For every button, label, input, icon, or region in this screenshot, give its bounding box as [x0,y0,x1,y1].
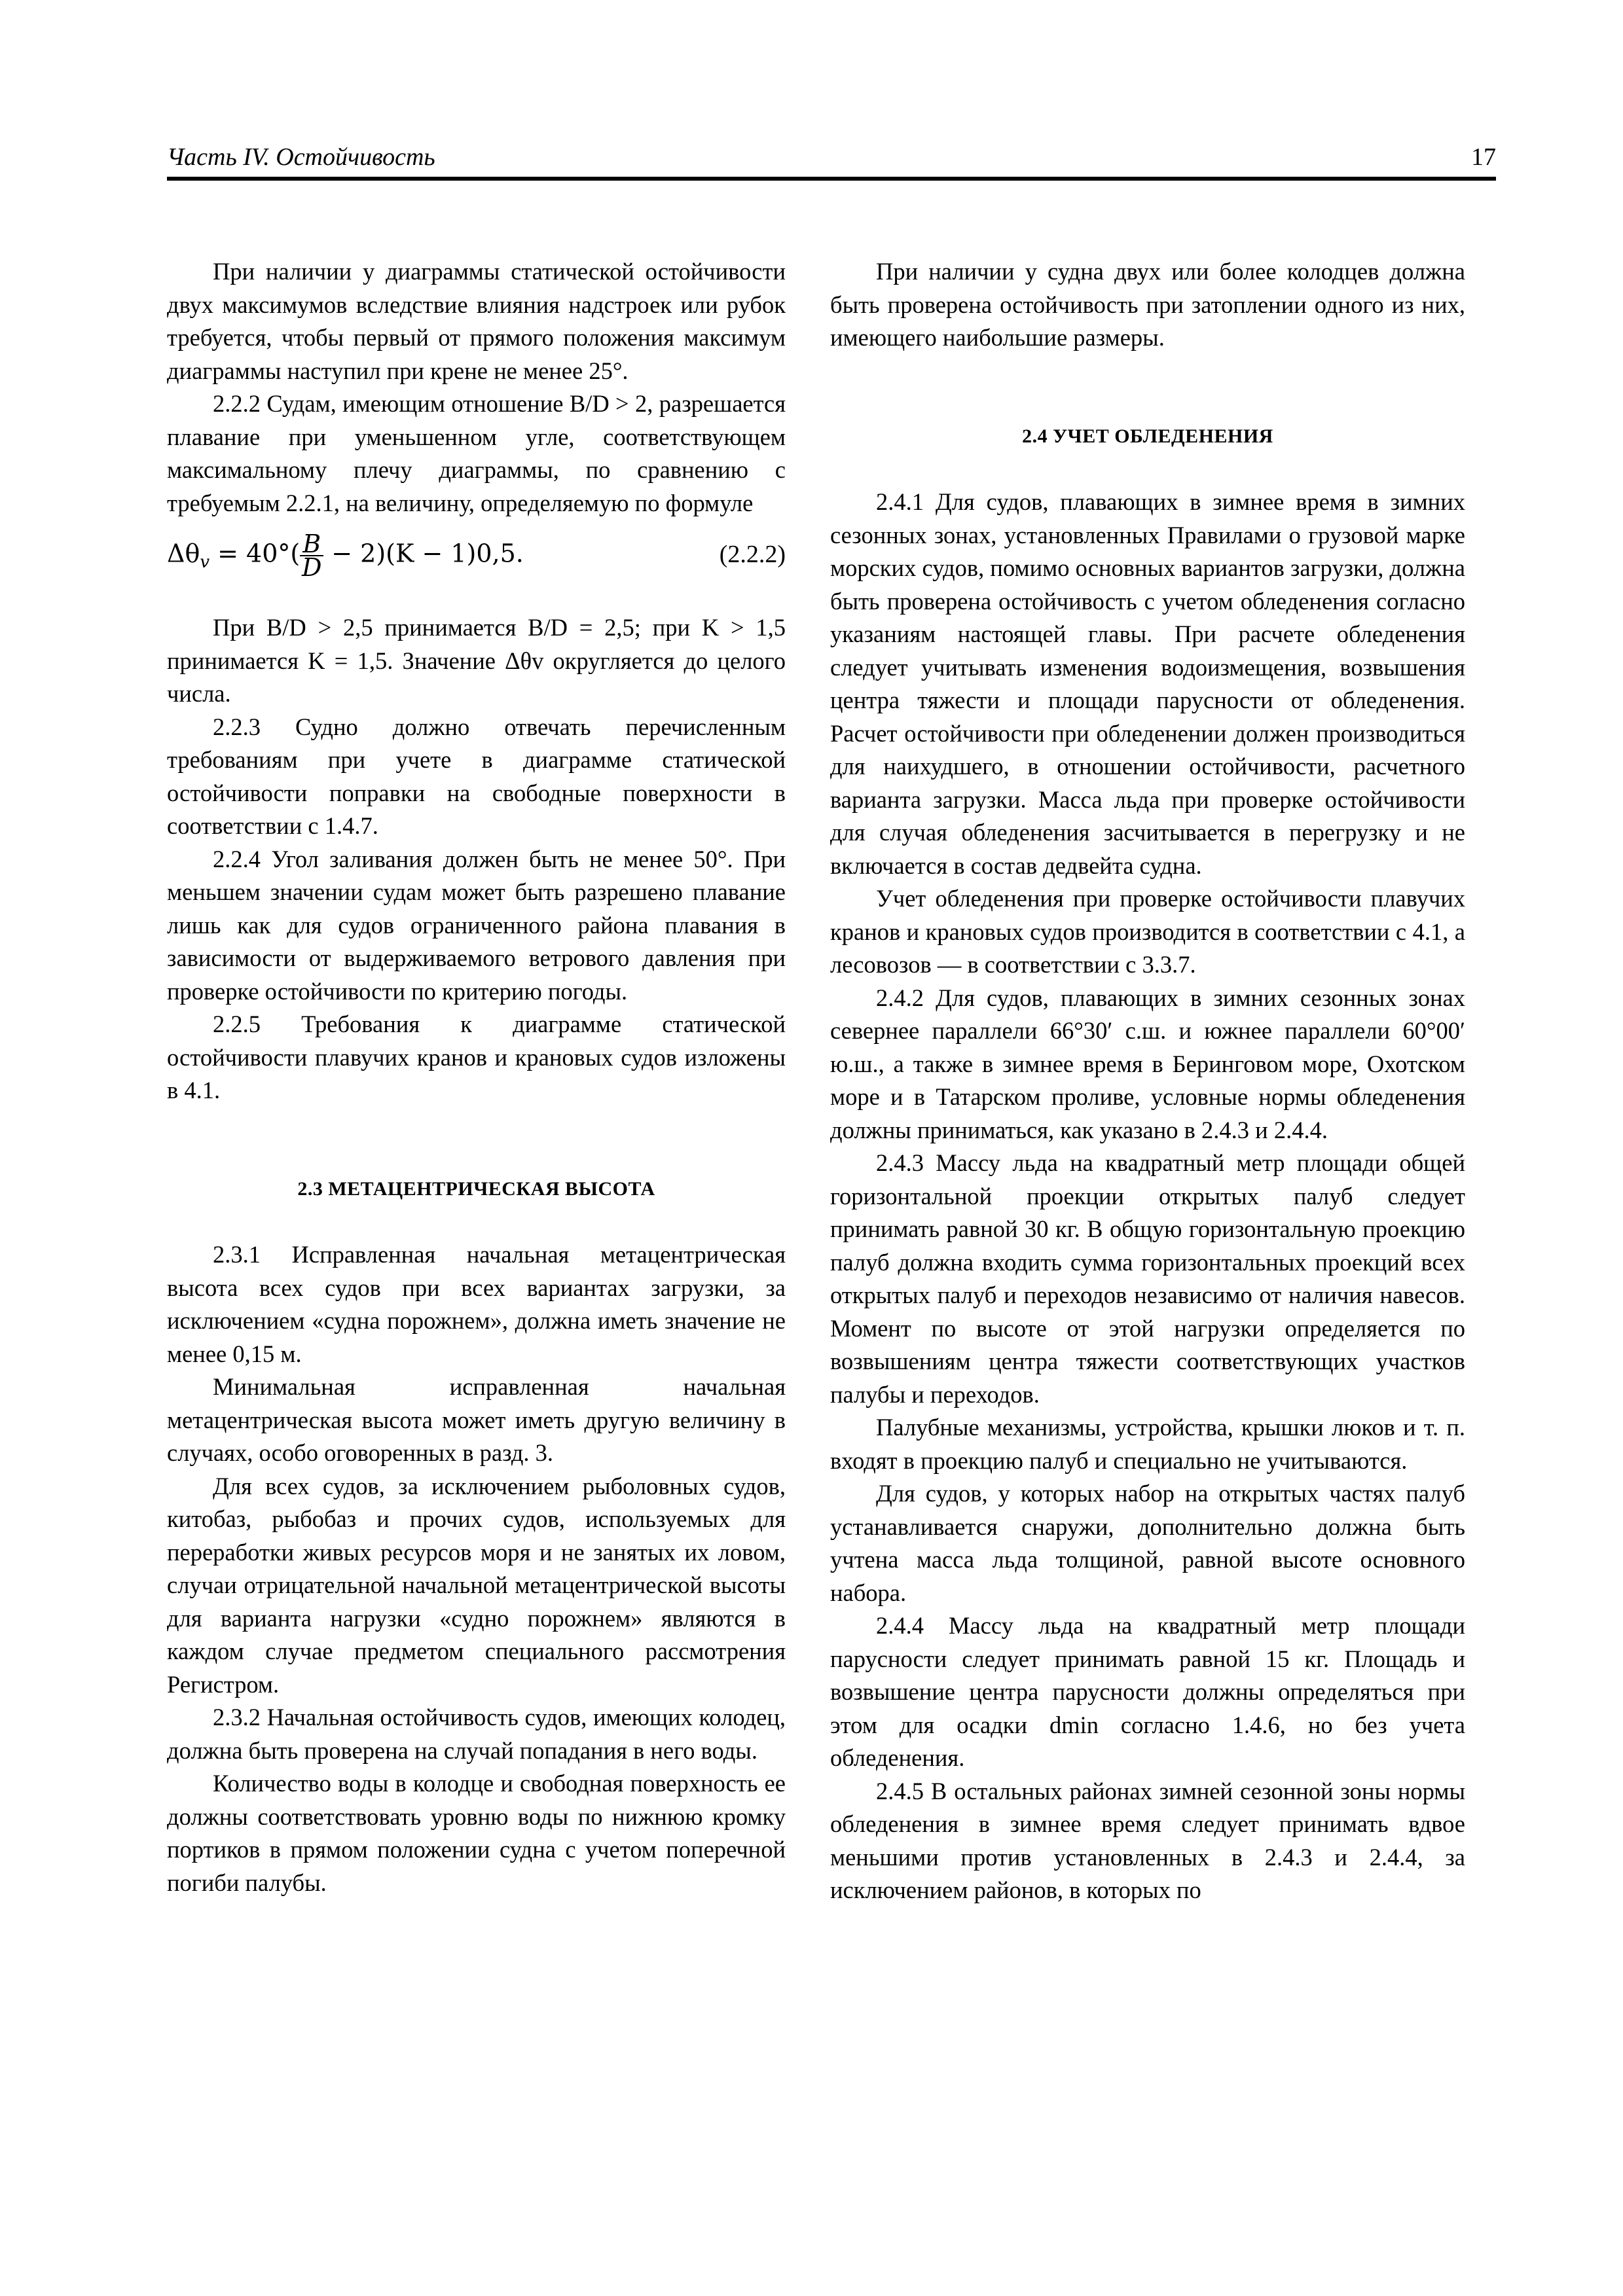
page-number: 17 [1471,143,1496,171]
spacer [167,1206,786,1238]
paragraph: Палубные механизмы, устройства, крышки люков и т. п. входят в проекцию палуб и специально не учитываются. [830,1414,1465,1474]
paragraph: При наличии у судна двух или более колодцев должна быть проверена остойчивость при затоплении одного из них, имеющего наибольшие размеры. [830,258,1465,351]
right-column [830,255,1465,1907]
spacer [167,1107,786,1173]
spacer [830,355,1465,420]
paragraph-2-4-1: 2.4.1 Для судов, плавающих в зимнее время в зимних сезонных зонах, установленных Правилами о грузовой марке морских судов, помимо основных вариантов загрузки, должна быть проверена остойчивость с учетом обледенения согласно указаниям настоящей главы. При расчете обледенения следует учитывать изменения водоизмещения, возвышения центра тяжести и площади парусности от обледенения. Расчет остойчивости при обледенении должен производиться для наихудшего, в отношении остойчивости, расчетного варианта загрузки. Масса льда при проверке остойчивости для случая обледенения засчитывается в перегрузку и не включается в состав дедвейта судна. [830,488,1466,879]
paragraph: Для всех судов, за исключением рыболовных судов, китобаз, рыбобаз и прочих судов, используемых для переработки живых ресурсов моря и не занятых их ловом, случаи отрицательной начальной метацентрической высоты для варианта нагрузки «судно порожнем» являются в каждом случае предметом специального рассмотрения Регистром. [167,1472,786,1698]
paragraph-2-4-4: 2.4.4 Массу льда на квадратный метр площади парусности следует принимать равной 15 кг. Площадь и возвышение центра парусности должны определяться при этом для осадки dmin согласно 1.4.6, но без учета обледенения. [830,1612,1465,1771]
paragraph-2-4-5: 2.4.5 В остальных районах зимней сезонной зоны нормы обледенения в зимнее время следует принимать вдвое меньшими против установленных в 2.4.3 и 2.4.4, за исключением районов, в которых по [830,1777,1465,1903]
fraction: $\frac{B}{D}$ [300,533,323,579]
paragraph-2-4-2: 2.4.2 Для судов, плавающих в зимних сезонных зонах севернее параллели 66°30′ с.ш. и южнее параллели 60°00′ ю.ш., а также в зимнее время в Беринговом море, Охотском море и в Татарском проливе, условные нормы обледенения должны приниматься, как указано в 2.4.3 и 2.4.4. [830,984,1465,1143]
paragraph-2-2-5: 2.2.5 Требования к диаграмме статической остойчивости плавучих кранов и крановых судов изложены в 4.1. [167,1011,786,1103]
paragraph: Количество воды в колодце и свободная поверхность ее должны соответствовать уровню воды по нижнюю кромку портиков в прямом положении судна с учетом поперечной погиби палубы. [167,1770,786,1896]
paragraph: Минимальная исправленная начальная метацентрическая высота может иметь другую величину в случаях, особо оговоренных в разд. 3. [167,1373,786,1466]
running-header [167,143,1496,182]
paragraph: Для судов, у которых набор на открытых частях палуб устанавливается снаружи, дополнительно должна быть учтена масса льда толщиной, равной высоте основного набора. [830,1480,1465,1606]
header-rule [167,177,1496,181]
spacer [830,453,1465,486]
paragraph-2-2-2: 2.2.2 Судам, имеющим отношение B/D > 2, разрешается плавание при уменьшенном угле, соответствующем максимальному плечу диаграммы, по сравнению с требуемым 2.2.1, на величину, определяемую по формуле [167,390,786,516]
paragraph: При наличии у диаграммы статической остойчивости двух максимумов вследствие влияния надстроек или рубок требуется, чтобы первый от прямого положения максимум диаграммы наступил при крене не менее 25°. [167,258,786,384]
paragraph-2-4-3: 2.4.3 Массу льда на квадратный метр площади общей горизонтальной проекции открытых палуб следует принимать равной 30 кг. В общую горизонтальную проекцию палуб должна входить сумма горизонтальных проекций всех открытых палуб и переходов независимо от наличия навесов. Момент по высоте от этой нагрузки определяется по возвышениям центра тяжести соответствующих участков палубы и переходов. [830,1149,1465,1408]
section-heading-2-4: 2.4 УЧЕТ ОБЛЕДЕНЕНИЯ [1022,425,1273,447]
paragraph-2-2-3: 2.2.3 Судно должно отвечать перечисленным требованиям при учете в диаграмме статической остойчивости поправки на свободные поверхности в соответствии с 1.4.7. [167,713,786,839]
formula-2-2-2 [167,520,786,582]
paragraph: При B/D > 2,5 принимается B/D = 2,5; при K > 1,5 принимается K = 1,5. Значение Δθv округляется до целого числа. [167,614,786,707]
formula-number: (2.2.2) [719,541,786,568]
paragraph: Учет обледенения при проверке остойчивости плавучих кранов и крановых судов производится в соответствии с 4.1, а лесовозов — в соответствии с 3.3.7. [830,885,1465,978]
section-heading-2-3: 2.3 МЕТАЦЕНТРИЧЕСКАЯ ВЫСОТА [297,1177,655,1200]
paragraph-2-3-2: 2.3.2 Начальная остойчивость судов, имеющих колодец, должна быть проверена на случай попадания в него воды. [167,1704,786,1764]
paragraph-2-2-4: 2.2.4 Угол заливания должен быть не менее 50°. При меньшем значении судам может быть разрешено плавание лишь как для судов ограниченного района плавания в зависимости от выдерживаемого ветрового давления при проверке остойчивости по критерию погоды. [167,845,786,1005]
spacer [167,579,786,611]
paragraph-2-3-1: 2.3.1 Исправленная начальная метацентрическая высота всех судов при всех вариантах загрузки, за исключением «судна порожнем», должна иметь значение не менее 0,15 м. [167,1241,786,1367]
left-column [167,255,786,1899]
formula-expression: $\Delta\theta_v = 40^\circ$( $\frac{B}{D}$ − 2)(K − 1)0,5. [167,529,524,582]
part-title: Часть IV. Остойчивость [167,143,435,171]
